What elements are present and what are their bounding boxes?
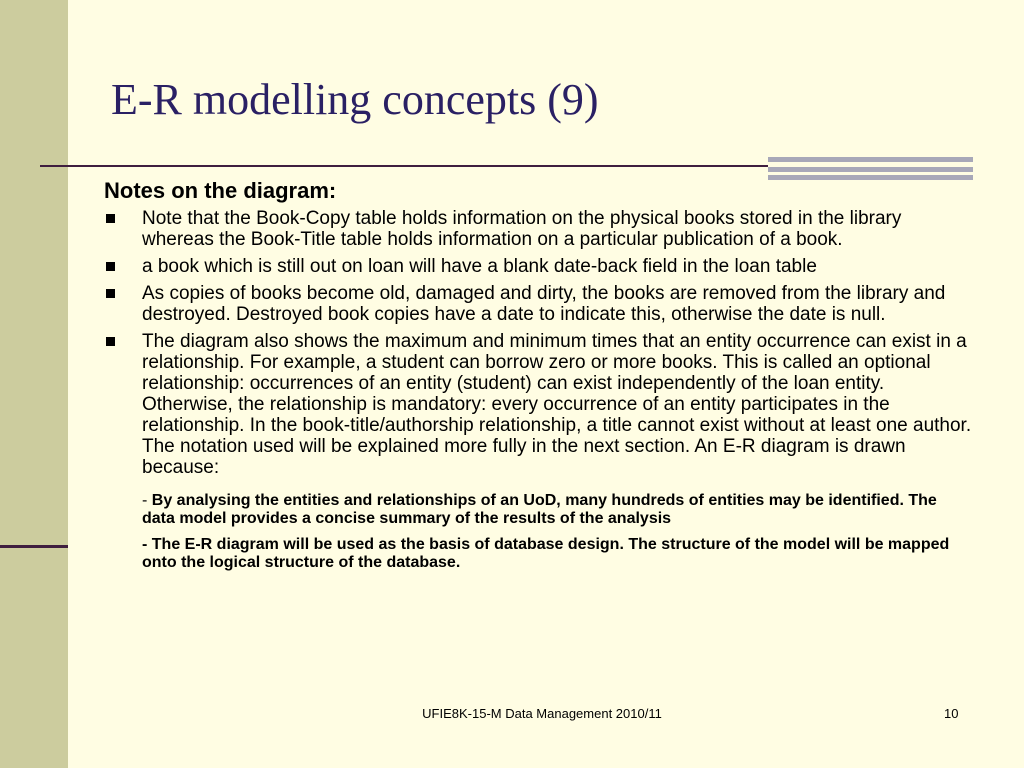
square-bullet-icon — [106, 262, 115, 271]
sub-point-text: By analysing the entities and relationships of an UoD, many hundreds of entities may be identified. The data model provides a concise summary of the results of the analysis — [142, 492, 937, 527]
left-decor-band — [0, 0, 68, 768]
slide-footer: UFIE8K-15-M Data Management 2010/11 — [422, 706, 662, 721]
left-band-rule — [0, 545, 68, 548]
slide-title: E-R modelling concepts (9) — [111, 75, 599, 124]
sub-point-dash: - — [142, 492, 152, 509]
bullet-item — [104, 256, 974, 277]
sub-point — [104, 492, 974, 528]
notes-heading: Notes on the diagram: — [104, 178, 337, 203]
square-bullet-icon — [106, 289, 115, 298]
bullet-text: a book which is still out on loan will have a blank date-back field in the loan table — [142, 256, 817, 277]
title-divider — [40, 165, 768, 167]
bullet-item — [104, 208, 974, 250]
decor-bar-1 — [768, 157, 973, 162]
sub-point-text: - The E-R diagram will be used as the basis of database design. The structure of the model will be mapped onto the logical structure of the database. — [142, 536, 950, 571]
slide-body — [104, 178, 974, 572]
bullet-item — [104, 331, 974, 478]
bullet-item — [104, 283, 974, 325]
sub-point — [104, 536, 974, 572]
square-bullet-icon — [106, 337, 115, 346]
page-number: 10 — [944, 706, 959, 721]
square-bullet-icon — [106, 214, 115, 223]
bullet-text: The diagram also shows the maximum and minimum times that an entity occurrence can exist in a relationship. For example, a student can borrow zero or more books. This is called an optional relationship: occurrences of an entity (student) can exist independently of the loan entity. Otherwise, the relationship is mandatory: every occurrence of an entity participates in the relationship. In the book-title/authorship relationship, a title cannot exist without at least one author. The notation used will be explained more fully in the next section. An E-R diagram is drawn because: — [142, 331, 972, 478]
decor-bar-2 — [768, 167, 973, 172]
bullet-text: Note that the Book-Copy table holds information on the physical books stored in the library whereas the Book-Title table holds information on a particular publication of a book. — [142, 208, 902, 250]
bullet-text: As copies of books become old, damaged and dirty, the books are removed from the library and destroyed. Destroyed book copies have a date to indicate this, otherwise the date is null. — [142, 283, 946, 325]
